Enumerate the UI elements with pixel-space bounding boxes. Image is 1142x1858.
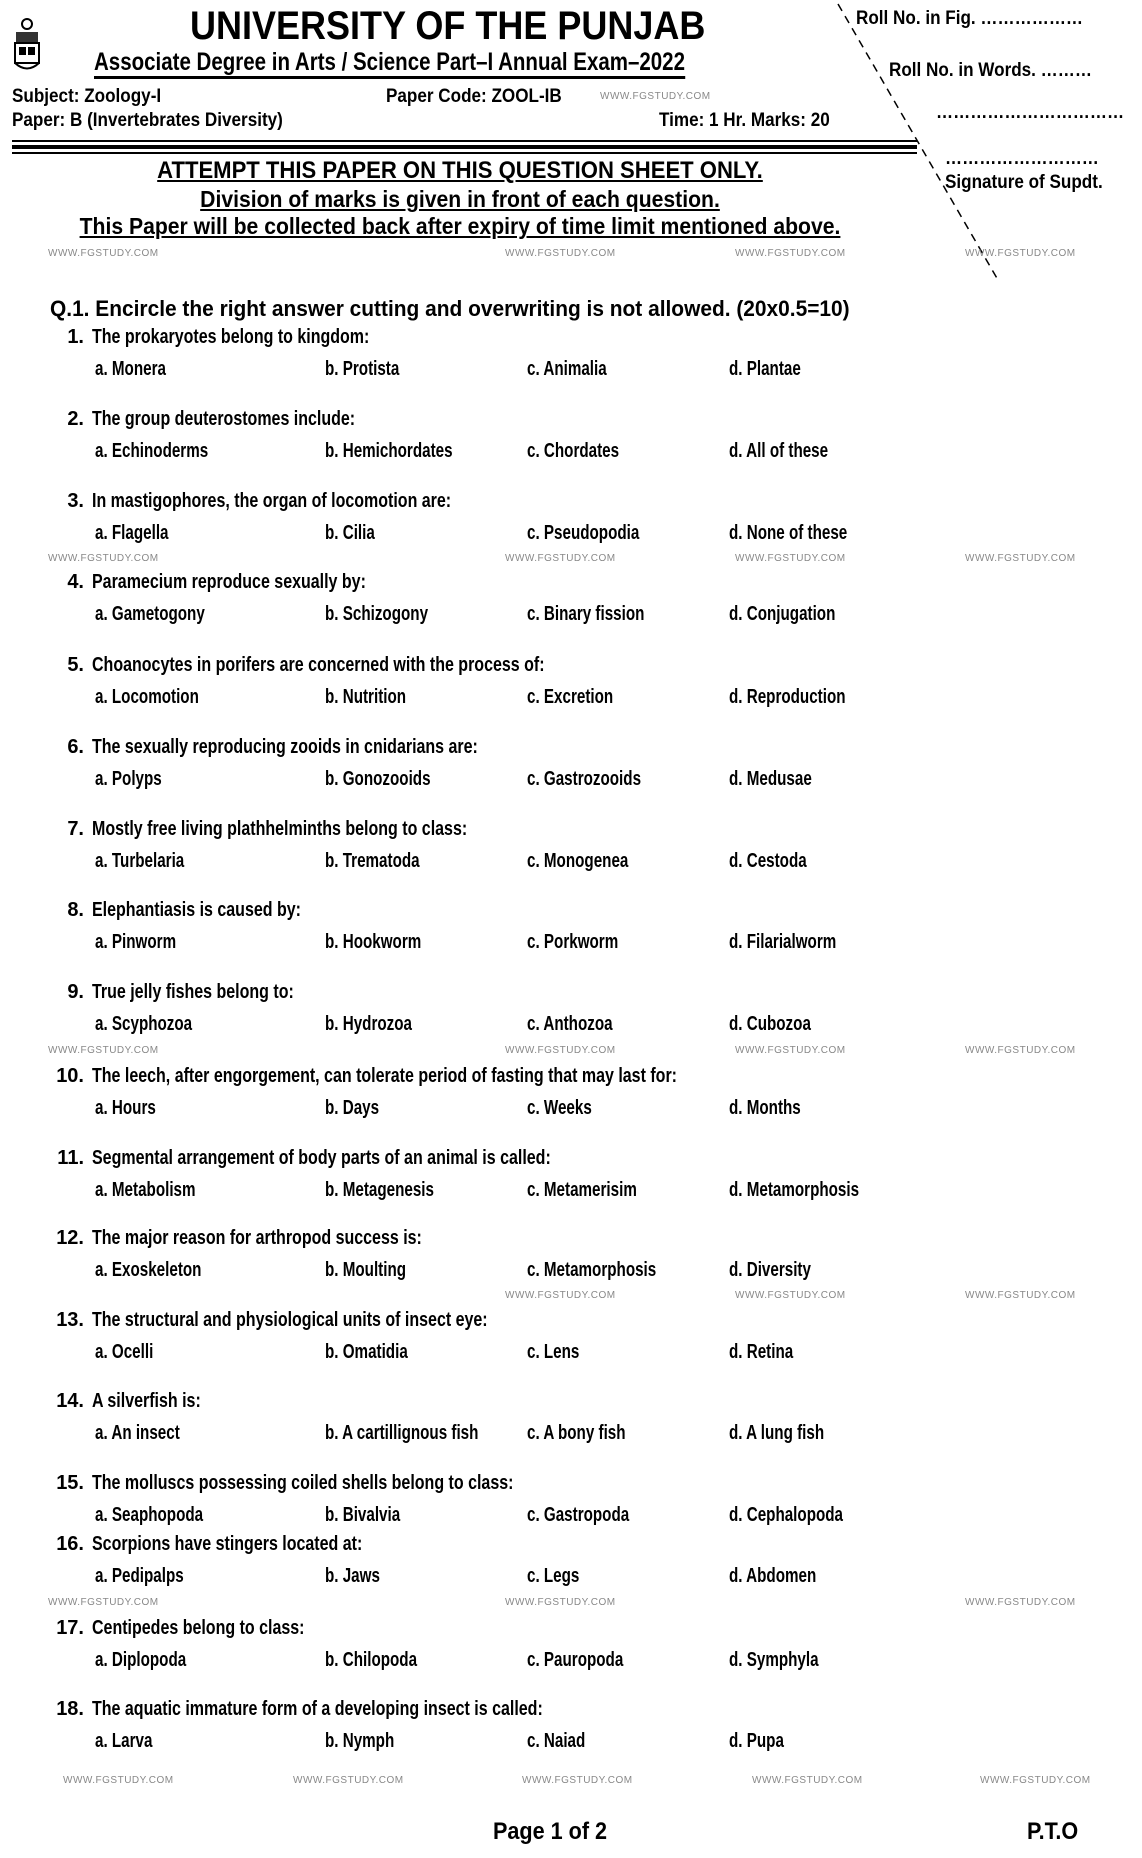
answer-option-a[interactable]: a. Polyps (95, 768, 162, 790)
watermark: WWW.FGSTUDY.COM (980, 1775, 1091, 1786)
answer-option-d[interactable]: d. Pupa (729, 1730, 784, 1752)
answer-option-c[interactable]: c. Porkworm (527, 931, 619, 953)
answer-option-a[interactable]: a. Echinoderms (95, 440, 209, 462)
answer-option-b[interactable]: b. Gonozooids (325, 768, 431, 790)
answer-option-c[interactable]: c. Metamorphosis (527, 1259, 657, 1281)
divider (12, 140, 917, 142)
watermark: WWW.FGSTUDY.COM (63, 1775, 174, 1786)
answer-option-b[interactable]: b. Metagenesis (325, 1179, 434, 1201)
watermark: WWW.FGSTUDY.COM (965, 248, 1076, 259)
watermark: WWW.FGSTUDY.COM (965, 1290, 1076, 1301)
question-number: 9. (67, 981, 84, 1003)
question-text: Elephantiasis is caused by: (92, 899, 301, 921)
answer-option-b[interactable]: b. Protista (325, 358, 400, 380)
page-number: Page 1 of 2 (493, 1818, 608, 1845)
question-text: Paramecium reproduce sexually by: (92, 571, 366, 593)
question-item (0, 571, 1142, 641)
answer-option-b[interactable]: b. Moulting (325, 1259, 407, 1281)
question-number: 5. (67, 654, 84, 676)
answer-option-c[interactable]: c. Naiad (527, 1730, 586, 1752)
answer-option-b[interactable]: b. Jaws (325, 1565, 380, 1587)
question-number: 15. (56, 1472, 84, 1494)
question-text: Scorpions have stingers located at: (92, 1533, 363, 1555)
question-number: 3. (67, 490, 84, 512)
answer-option-c[interactable]: c. Monogenea (527, 850, 629, 872)
answer-option-b[interactable]: b. Hemichordates (325, 440, 453, 462)
question-text: True jelly fishes belong to: (92, 981, 294, 1003)
answer-option-d[interactable]: d. Cubozoa (729, 1013, 811, 1035)
answer-option-b[interactable]: b. Trematoda (325, 850, 420, 872)
time-marks: Time: 1 Hr. Marks: 20 (659, 110, 830, 131)
watermark: WWW.FGSTUDY.COM (600, 91, 711, 102)
answer-option-a[interactable]: a. Metabolism (95, 1179, 196, 1201)
watermark: WWW.FGSTUDY.COM (48, 1045, 159, 1056)
question-number: 16. (56, 1533, 84, 1555)
question-text: A silverfish is: (92, 1390, 201, 1412)
roll-no-words-line[interactable]: …………………………… (936, 102, 1125, 123)
watermark: WWW.FGSTUDY.COM (48, 553, 159, 564)
watermark: WWW.FGSTUDY.COM (735, 248, 846, 259)
answer-option-a[interactable]: a. Gametogony (95, 603, 205, 625)
question-item (0, 1065, 1142, 1135)
question-text: In mastigophores, the organ of locomotion are: (92, 490, 452, 512)
question-item (0, 1698, 1142, 1768)
answer-option-b[interactable]: b. Bivalvia (325, 1504, 401, 1526)
answer-option-c[interactable]: c. Binary fission (527, 603, 645, 625)
answer-option-d[interactable]: d. Months (729, 1097, 801, 1119)
roll-no-words[interactable]: Roll No. in Words. ……… (889, 60, 1092, 81)
answer-option-d[interactable]: d. Abdomen (729, 1565, 817, 1587)
question-item (0, 1227, 1142, 1297)
answer-option-b[interactable]: b. A cartillignous fish (325, 1422, 479, 1444)
instruction-3: This Paper will be collected back after expiry of time limit mentioned above. (79, 213, 841, 239)
answer-option-b[interactable]: b. Days (325, 1097, 380, 1119)
signature-line[interactable]: ……………………… (945, 148, 1099, 169)
answer-option-c[interactable]: c. Animalia (527, 358, 607, 380)
watermark: WWW.FGSTUDY.COM (48, 248, 159, 259)
signature-label: Signature of Supdt. (945, 172, 1103, 193)
watermark: WWW.FGSTUDY.COM (522, 1775, 633, 1786)
question-item (0, 1147, 1142, 1217)
watermark: WWW.FGSTUDY.COM (293, 1775, 404, 1786)
question-item (0, 490, 1142, 560)
answer-option-d[interactable]: d. Conjugation (729, 603, 836, 625)
answer-option-c[interactable]: c. Anthozoa (527, 1013, 613, 1035)
answer-option-d[interactable]: d. Metamorphosis (729, 1179, 860, 1201)
watermark: WWW.FGSTUDY.COM (735, 1290, 846, 1301)
answer-option-a[interactable]: a. An insect (95, 1422, 180, 1444)
question-number: 7. (67, 818, 84, 840)
answer-option-d[interactable]: d. Plantae (729, 358, 801, 380)
answer-option-c[interactable]: c. Excretion (527, 686, 614, 708)
answer-option-d[interactable]: d. Cephalopoda (729, 1504, 843, 1526)
watermark: WWW.FGSTUDY.COM (48, 1597, 159, 1608)
watermark: WWW.FGSTUDY.COM (965, 1597, 1076, 1608)
answer-option-a[interactable]: a. Ocelli (95, 1341, 154, 1363)
question-item (0, 818, 1142, 888)
question-item (0, 1309, 1142, 1379)
question-text: The sexually reproducing zooids in cnidarians are: (92, 736, 478, 758)
answer-option-c[interactable]: c. Gastrozooids (527, 768, 642, 790)
answer-option-b[interactable]: b. Cilia (325, 522, 375, 544)
question-text: The structural and physiological units of insect eye: (92, 1309, 488, 1331)
pto-label: P.T.O (1027, 1818, 1079, 1845)
question-text: Centipedes belong to class: (92, 1617, 305, 1639)
answer-option-d[interactable]: d. All of these (729, 440, 829, 462)
answer-option-b[interactable]: b. Omatidia (325, 1341, 408, 1363)
watermark: WWW.FGSTUDY.COM (505, 1290, 616, 1301)
paper-code: Paper Code: ZOOL-IB (386, 86, 562, 107)
answer-option-d[interactable]: d. Retina (729, 1341, 794, 1363)
watermark: WWW.FGSTUDY.COM (505, 1045, 616, 1056)
answer-option-c[interactable]: c. Weeks (527, 1097, 592, 1119)
answer-option-c[interactable]: c. Chordates (527, 440, 620, 462)
answer-option-c[interactable]: c. Metamerisim (527, 1179, 637, 1201)
question-number: 1. (67, 326, 84, 348)
question-number: 6. (67, 736, 84, 758)
watermark: WWW.FGSTUDY.COM (965, 1045, 1076, 1056)
answer-option-d[interactable]: d. Filarialworm (729, 931, 837, 953)
question-number: 17. (56, 1617, 84, 1639)
question-text: The prokaryotes belong to kingdom: (92, 326, 370, 348)
question-item (0, 654, 1142, 724)
watermark: WWW.FGSTUDY.COM (735, 1045, 846, 1056)
answer-option-c[interactable]: c. Pauropoda (527, 1649, 624, 1671)
question-item (0, 408, 1142, 478)
question-item (0, 981, 1142, 1051)
answer-option-d[interactable]: d. Cestoda (729, 850, 807, 872)
answer-option-a[interactable]: a. Pinworm (95, 931, 177, 953)
answer-option-a[interactable]: a. Seaphopoda (95, 1504, 204, 1526)
answer-option-d[interactable]: d. Diversity (729, 1259, 811, 1281)
question-item (0, 326, 1142, 396)
answer-option-a[interactable]: a. Scyphozoa (95, 1013, 193, 1035)
question-number: 12. (56, 1227, 84, 1249)
answer-option-d[interactable]: d. None of these (729, 522, 848, 544)
answer-option-b[interactable]: b. Nutrition (325, 686, 407, 708)
answer-option-b[interactable]: b. Hydrozoa (325, 1013, 412, 1035)
answer-option-c[interactable]: c. Pseudopodia (527, 522, 640, 544)
question-number: 14. (56, 1390, 84, 1412)
question-text: Choanocytes in porifers are concerned with the process of: (92, 654, 545, 676)
answer-option-c[interactable]: c. A bony fish (527, 1422, 626, 1444)
question-text: The group deuterostomes include: (92, 408, 356, 430)
question-number: 18. (56, 1698, 84, 1720)
question-number: 2. (67, 408, 84, 430)
question-item (0, 1390, 1142, 1460)
answer-option-c[interactable]: c. Lens (527, 1341, 580, 1363)
question-number: 4. (67, 571, 84, 593)
instruction-1: ATTEMPT THIS PAPER ON THIS QUESTION SHEET ONLY. (157, 157, 763, 184)
answer-option-a[interactable]: a. Pedipalps (95, 1565, 184, 1587)
divider (12, 145, 917, 149)
answer-option-a[interactable]: a. Diplopoda (95, 1649, 187, 1671)
instruction-2: Division of marks is given in front of each question. (200, 186, 720, 212)
question-number: 13. (56, 1309, 84, 1331)
answer-option-c[interactable]: c. Legs (527, 1565, 580, 1587)
answer-option-a[interactable]: a. Larva (95, 1730, 153, 1752)
paper-name: Paper: B (Invertebrates Diversity) (12, 110, 283, 131)
answer-option-c[interactable]: c. Gastropoda (527, 1504, 630, 1526)
question-text: The aquatic immature form of a developing insect is called: (92, 1698, 543, 1720)
question-number: 8. (67, 899, 84, 921)
answer-option-d[interactable]: d. Reproduction (729, 686, 846, 708)
divider (12, 152, 917, 154)
university-title: UNIVERSITY OF THE PUNJAB (190, 4, 706, 48)
watermark: WWW.FGSTUDY.COM (752, 1775, 863, 1786)
question-item (0, 899, 1142, 969)
question-item (0, 1617, 1142, 1687)
watermark: WWW.FGSTUDY.COM (505, 248, 616, 259)
watermark: WWW.FGSTUDY.COM (965, 553, 1076, 564)
question-text: Segmental arrangement of body parts of an animal is called: (92, 1147, 551, 1169)
question-text: The molluscs possessing coiled shells belong to class: (92, 1472, 514, 1494)
exam-title: Associate Degree in Arts / Science Part–I Annual Exam–2022 (94, 48, 685, 79)
answer-option-b[interactable]: b. Chilopoda (325, 1649, 418, 1671)
subject: Subject: Zoology-I (12, 86, 162, 107)
question-text: The leech, after engorgement, can tolerate period of fasting that may last for: (92, 1065, 677, 1087)
watermark: WWW.FGSTUDY.COM (735, 553, 846, 564)
q1-heading: Q.1. Encircle the right answer cutting and overwriting is not allowed. (20x0.5=10) (50, 296, 850, 321)
answer-option-d[interactable]: d. Medusae (729, 768, 812, 790)
answer-option-b[interactable]: b. Schizogony (325, 603, 429, 625)
watermark: WWW.FGSTUDY.COM (505, 1597, 616, 1608)
answer-option-b[interactable]: b. Nymph (325, 1730, 395, 1752)
university-logo (12, 16, 42, 76)
question-text: Mostly free living plathhelminths belong to class: (92, 818, 468, 840)
answer-option-a[interactable]: a. Monera (95, 358, 166, 380)
answer-option-d[interactable]: d. A lung fish (729, 1422, 825, 1444)
answer-option-a[interactable]: a. Locomotion (95, 686, 199, 708)
cut-line (830, 0, 1010, 285)
question-number: 11. (57, 1147, 84, 1169)
roll-no-figures[interactable]: Roll No. in Fig. ……………… (856, 8, 1084, 29)
answer-option-a[interactable]: a. Flagella (95, 522, 169, 544)
watermark: WWW.FGSTUDY.COM (505, 553, 616, 564)
question-item (0, 736, 1142, 806)
answer-option-a[interactable]: a. Turbelaria (95, 850, 185, 872)
question-item (0, 1472, 1142, 1542)
question-item (0, 1533, 1142, 1603)
answer-option-d[interactable]: d. Symphyla (729, 1649, 819, 1671)
question-text: The major reason for arthropod success is: (92, 1227, 422, 1249)
answer-option-a[interactable]: a. Hours (95, 1097, 156, 1119)
answer-option-a[interactable]: a. Exoskeleton (95, 1259, 202, 1281)
question-number: 10. (56, 1065, 84, 1087)
answer-option-b[interactable]: b. Hookworm (325, 931, 422, 953)
